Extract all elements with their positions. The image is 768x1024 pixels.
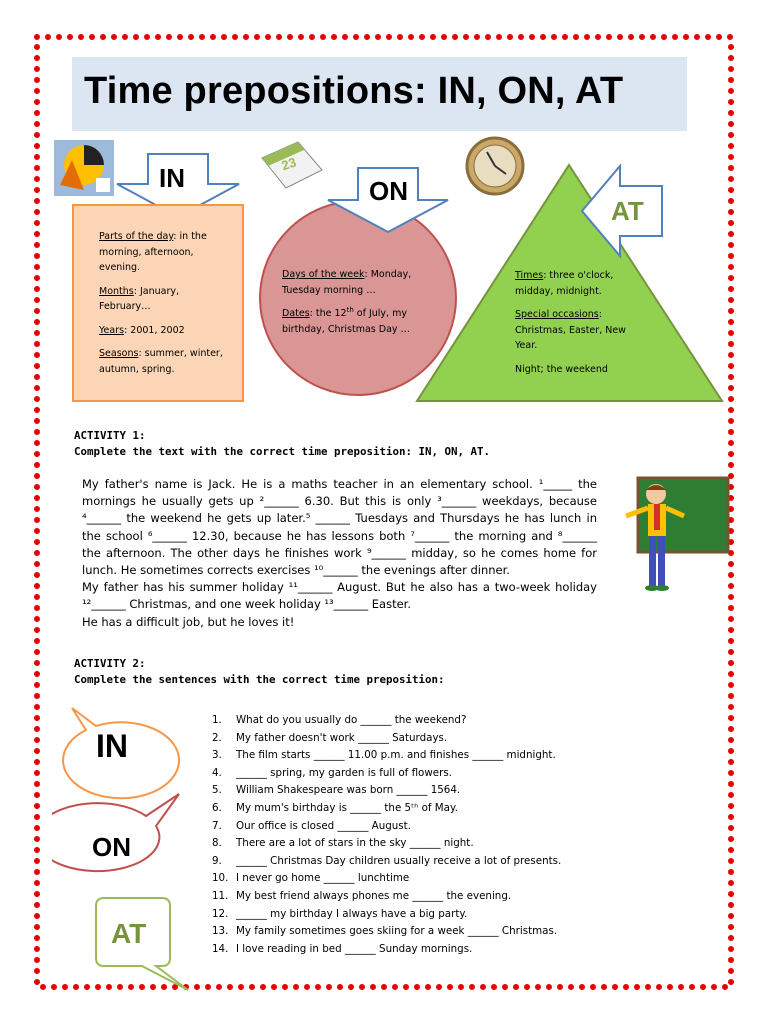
exercise-text: My father doesn't work ______ Saturdays. (236, 731, 448, 744)
parts-of-day-text: : in the morning, afternoon, evening. (99, 231, 207, 273)
teacher-illustration (612, 476, 732, 598)
exercise-item (212, 853, 622, 871)
exercise-item (212, 782, 622, 800)
exercise-number: 13. (212, 925, 229, 938)
on-bubble-label: ON (92, 832, 131, 862)
exercise-item (212, 818, 622, 836)
in-arrow-label: IN (159, 163, 185, 193)
in-bubble-label: IN (96, 728, 128, 764)
night-text: Night; the weekend (515, 363, 608, 375)
exercise-text: William Shakespeare was born ______ 1564. (236, 784, 461, 797)
exercise-text: I love reading in bed ______ Sunday mornings. (236, 942, 473, 955)
occasions-label: Special occasions (515, 309, 599, 320)
exercise-item (212, 835, 622, 853)
dates-sup: th (346, 305, 354, 314)
activity1-text (82, 476, 597, 631)
at-bubble-label: AT (111, 918, 147, 949)
exercise-item (212, 888, 622, 906)
exercise-list (212, 712, 622, 958)
exercise-number: 11. (212, 889, 229, 902)
activity1-header (74, 428, 490, 460)
exercise-number: 7. (212, 819, 222, 832)
page-title: Time prepositions: IN, ON, AT (84, 70, 624, 112)
activity2-instruction: Complete the sentences with the correct time preposition: (74, 673, 445, 686)
exercise-number: 10. (212, 872, 229, 885)
exercise-text: What do you usually do ______ the weekend? (236, 714, 467, 726)
exercise-text: My family sometimes goes skiing for a week ______ Christmas. (236, 925, 558, 938)
exercise-text: My best friend always phones me ______ the evening. (236, 889, 512, 902)
activity1-heading: ACTIVITY 1: (74, 429, 146, 442)
activity2-header (74, 656, 445, 688)
years-text: : 2001, 2002 (124, 324, 185, 336)
exercise-text: Our office is closed ______ August. (236, 819, 411, 832)
months-label: Months (99, 285, 134, 297)
exercise-text: ______ spring, my garden is full of flowers. (236, 766, 452, 779)
exercise-item (212, 906, 622, 924)
clock-icon (467, 138, 523, 194)
exercise-number: 2. (212, 731, 222, 744)
activity1-paragraph-3: He has a difficult job, but he loves it! (82, 614, 295, 629)
days-label: Days of the week (282, 269, 365, 280)
times-text: : three o'clock, midday, midnight. (515, 270, 614, 297)
svg-text:23: 23 (279, 154, 299, 174)
exercise-number: 12. (212, 907, 229, 920)
exercise-number: 14. (212, 942, 229, 955)
exercise-item (212, 765, 622, 783)
exercise-text: ______ my birthday I always have a big party. (236, 907, 468, 920)
calendar-icon (262, 142, 322, 188)
parts-of-day-label: Parts of the day (99, 231, 174, 242)
exercise-item (212, 870, 622, 888)
exercise-text: My mum's birthday is ______ the 5ᵗʰ of May. (236, 801, 458, 814)
exercise-number: 8. (212, 837, 222, 850)
exercise-text: I never go home ______ lunchtime (236, 872, 410, 885)
dates-label: Dates (282, 308, 310, 319)
exercise-number: 1. (212, 714, 222, 726)
exercise-number: 9. (212, 854, 222, 867)
dates-text-2: of July, my birthday, Christmas Day … (282, 308, 411, 335)
exercise-text: ______ Christmas Day children usually receive a lot of presents. (236, 854, 562, 867)
exercise-item (212, 730, 622, 748)
days-text: : Monday, Tuesday morning … (282, 269, 412, 296)
activity1-paragraph-2: My father has his summer holiday ¹¹______ August. But he also has a two-week holiday ¹²______ Christmas, and one week holiday ¹³______ Easter. (82, 580, 597, 612)
exercise-item (212, 923, 622, 941)
seasons-label: Seasons (99, 348, 139, 359)
exercise-item (212, 747, 622, 765)
exercise-number: 4. (212, 766, 222, 779)
months-text: : January, February… (99, 285, 179, 312)
dates-text-1: : the 12 (309, 308, 347, 319)
activity1-instruction: Complete the text with the correct time preposition: IN, ON, AT. (74, 445, 491, 458)
exercise-text: There are a lot of stars in the sky ______ night. (236, 837, 474, 850)
seasons-text: : summer, winter, autumn, spring. (99, 348, 223, 375)
at-box-text (515, 268, 635, 385)
exercise-text: The film starts ______ 11.00 p.m. and finishes ______ midnight. (236, 749, 556, 762)
exercise-item (212, 712, 622, 730)
years-label: Years (99, 324, 125, 336)
exercise-item (212, 941, 622, 959)
on-box-text (282, 267, 432, 345)
seasons-icon (54, 140, 114, 196)
exercise-item (212, 800, 622, 818)
exercise-number: 3. (212, 749, 222, 762)
in-box-text (99, 229, 229, 385)
activity2-heading: ACTIVITY 2: (74, 657, 146, 670)
on-arrow-label: ON (369, 176, 408, 206)
exercise-number: 6. (212, 801, 222, 814)
activity1-paragraph-1: My father's name is Jack. He is a maths teacher in an elementary school. ¹_____ the mornings he usually gets up ²______ 6.30. But this is only ³______ weekdays, because ⁴______ the weekend he gets up later.⁵ ______ Tuesdays and Thursdays he has lunch in the school ⁶______ 12.30, because he has lessons both ⁷______ the morning and ⁸______ the afternoon. The other days he finishes work ⁹______ midday, so he comes home for lunch. He sometimes corrects exercises ¹⁰______ the evenings after dinner. (82, 477, 597, 578)
at-arrow-label: AT (611, 196, 644, 226)
exercise-number: 5. (212, 784, 222, 797)
occasions-text: : Christmas, Easter, New Year. (515, 309, 626, 351)
times-label: Times (515, 270, 544, 281)
